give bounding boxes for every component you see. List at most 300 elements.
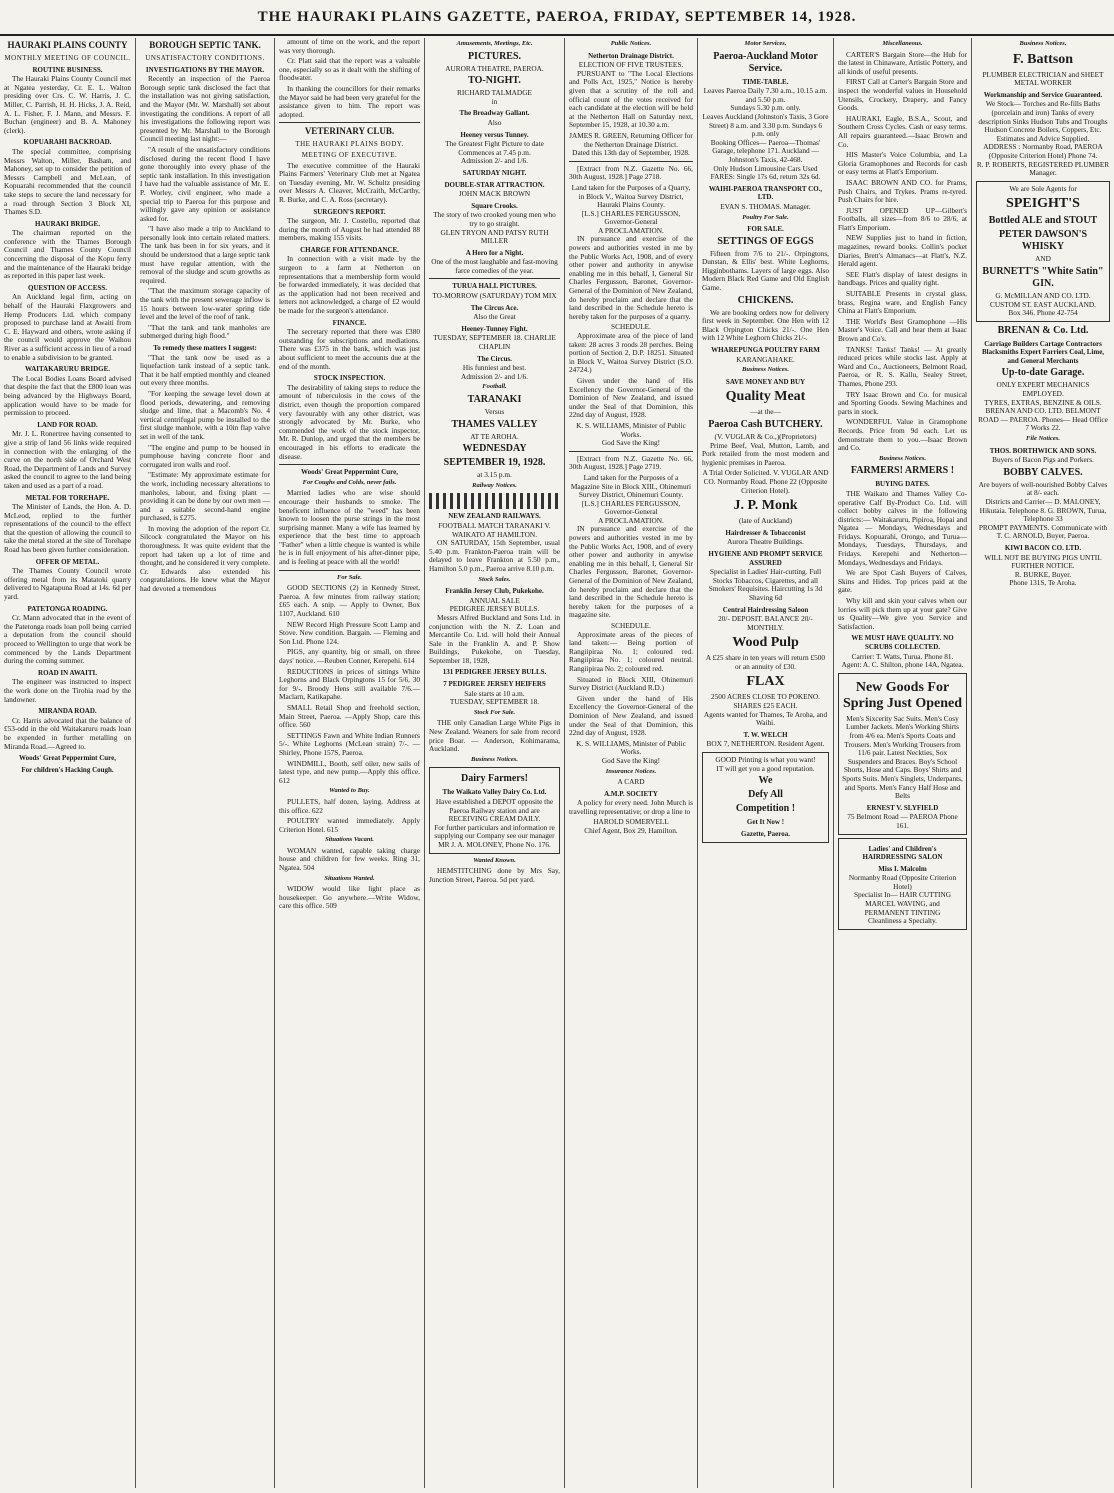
section-heading: FINANCE. [332, 318, 367, 327]
advert-line: Admission 2/- and 1/6. [461, 371, 528, 381]
advert-line: 20/- DEPOSIT. BALANCE 20/- MONTHLY. [718, 614, 813, 632]
advert-line: SHARES £25 EACH. [733, 701, 798, 711]
notice-line: JAMES R. GREEN, Returning Officer for the Netherton Drainage District. [569, 130, 693, 149]
section-label: Business Notices. [1019, 40, 1067, 47]
paragraph: The Thames County Council wrote offering metal from its Matatoki quarry delivered to Ngatapuna Road at 14s. 6d per yard. [4, 566, 131, 602]
divider [279, 122, 420, 123]
classified-ad: HAURAKI, Eagle, B.S.A., Scout, and Southern Cross Cycles. Cash or easy terms. All repairs guaranteed.—Isaac Brown and Co. [838, 113, 967, 149]
advert-line: in [491, 96, 498, 106]
advert-title: BOBBY CALVES. [1003, 466, 1083, 478]
section-label: Stock For Sale. [473, 708, 516, 716]
paragraph: The Local Bodies Loans Board advised that despite the fact that the £800 loan was being advanced by the Highways Board, application would have to be made for permission to proceed. [4, 373, 131, 418]
section-heading: SURGEON'S REPORT. [313, 207, 386, 216]
advert-title: BURNETT'S "White Satin" GIN. [982, 265, 1104, 289]
advert-line: One of the most laughable and fast-moving farce comedies of the year. [431, 257, 558, 275]
hairdressing-advert [838, 838, 967, 930]
advert-title: TURUA HALL PICTURES. [452, 282, 537, 291]
advert-line: RICHARD TALMADGE [457, 88, 532, 98]
advert-line: Phone 131S, Te Aroha. [1009, 578, 1077, 588]
classified-ad: TANKS! Tanks! Tanks! — At greatly reduced prices while stocks last. Apply at Ward and Co., Auctioneers, Belmont Road, Paeroa, or R. S. Kallu, Sealey Street, Thames, Phone 293. [838, 344, 967, 388]
classified-ad: JUST OPENED UP—Gilbert's Footballs, all sizes—from 8/6 to 28/6, at Flatt's Emporium. [838, 205, 967, 232]
classified-ad: REDUCTIONS in prices of sittings White Leghorns and Black Orpingtons 15 for 5/6, 30 for 9/-. Broody Hens still available 7/6.—Maclarn, Katikapahe. [279, 666, 420, 702]
paragraph: Situated in Block XIII, Ohinemuri Survey District (Auckland R.D.) [569, 674, 693, 693]
paragraph: "For keeping the sewage level down at flood periods, dewatering, and removing sludge and lime, that a Macomb's No. 4 vertical centrifugal pump be installed to the first sludge manhole, with a 10in flap valve set in well of the tank. [140, 388, 270, 441]
masthead [0, 0, 1114, 36]
advert-line: Woods' Great Peppermint Cure, [19, 754, 116, 763]
paragraph: Approximate areas of the pieces of land taken:— Being portion of Rangiipiraa No. 1; coloured red. Rangiipiraa No. 1; coloured neutral. Rangiipiraa No. 2; coloured red. [569, 629, 693, 673]
classified-heading: Situations Vacant. [325, 836, 374, 844]
classified-ad: PULLETS, half dozen, laying. Address at this office. 622 [279, 796, 420, 815]
film-title: Square Crooks. [471, 201, 518, 210]
divider [569, 161, 693, 162]
column-business-notices [972, 38, 1114, 1488]
advert-line: Aurora Theatre Buildings. [727, 537, 804, 547]
advert-line: Carrier: T. Watts, Turua. Phone 81. [851, 651, 954, 661]
divider [279, 570, 420, 571]
advert-title: NEW ZEALAND RAILWAYS. [448, 512, 541, 521]
classified-ad: SMALL Retail Shop and freehold section, Main Street, Paeroa. —Apply Shop, care this office. 560 [279, 702, 420, 730]
advert-line: Box 346. Phone 42-754 [1008, 308, 1078, 318]
advert-line: at 3.15 p.m. [477, 470, 512, 480]
advert-line: IT will get you a good reputation. [716, 763, 815, 773]
classified-ad: TRY Isaac Brown and Co. for musical and Sporting Goods. Sewing Machines and parts in stock. [838, 389, 967, 416]
advert-title: New Goods For Spring Just Opened [842, 679, 963, 711]
advert-line: Hairdresser & Tobacconist [725, 528, 806, 537]
paragraph: "A result of the unsatisfactory conditions disclosed during the recent flood I have gone thoroughly into every phase of the septic tank installation. In this investigation I have had the valuable assistance of Mr. E. P. Worley, civil engineer, who made a special trip to Paeroa for this purpose and willingly gave any opinion or assistance asked for. [140, 144, 270, 223]
classified-ad: WOMAN wanted, capable taking charge house and children for few weeks. Ring 31, Ngatea. 504 [279, 845, 420, 873]
advert-line: BRENAN AND CO. LTD. BELMONT ROAD — PAEROA. Phones— Head Office 7 Works 22. [978, 406, 1108, 433]
notice-heading: A.M.P. SOCIETY [604, 789, 658, 798]
paragraph: The Hauraki Plains County Council met at Ngatea yesterday, Cr. E. L. Walton presiding over Crs. C. W. Harris, J. C. Miller, C. Parrish, H. H. Hicks, J. A. Reid, A. L. Fisher, F. J. Mann, and Messrs. F. Buchan (engineer) and B. A. Mahoney (clerk). [4, 74, 131, 135]
speights-advert [976, 181, 1110, 322]
advert-line: TUESDAY, SEPTEMBER 18. CHARLIE CHAPLIN [433, 333, 556, 352]
section-heading: LAND FOR ROAD. [37, 420, 98, 429]
paragraph: Approximate area of the piece of land taken: 28 acres 3 roods 28 perches. Being portion of Section 2, D.P. 18251. Situated in Block V., Waitoa Survey District (S.O. 24724.) [569, 331, 693, 375]
article-heading: BOROUGH SEPTIC TANK. [149, 40, 261, 50]
paragraph: "I have also made a trip to Auckland to personally look into certain related matters. The tank has been in for six years, and it should be understood that a large septic tank must have regular attention, with the removal of the sludge and scum growths as required. [140, 224, 270, 285]
advert-line: GOOD Printing is what you want! [715, 755, 816, 765]
section-heading: MIRANDA ROAD. [38, 707, 97, 716]
printing-advert [702, 752, 829, 843]
advert-line: Carriage Builders Cartage Contractors Blacksmiths Expert Farriers Coal, Lime, and General Merchants [981, 339, 1105, 365]
paragraph: A policy for every need. John Murch is travelling representative; or drop a line to [569, 798, 693, 816]
classified-ad: PIGS, any quantity, big or small, on three days' notice. —Reuben Conner, Kerepehi. 614 [279, 647, 420, 665]
train-illustration [429, 493, 560, 509]
paragraph: We are Spot Cash Buyers of Calves, Skins and Hides. Top prices paid at the gate. [838, 568, 967, 595]
section-label: File Notices. [1026, 435, 1060, 443]
column-miscellaneous [834, 38, 971, 1488]
film-title: Heeney-Tunney Fight. [461, 324, 528, 333]
advert-line: PEDIGREE JERSEY BULLS. [449, 604, 540, 614]
classified-heading: Situations Wanted. [324, 874, 375, 882]
section-heading: To remedy these matters I suggest: [153, 344, 257, 352]
paragraph: ON SATURDAY, 15th September, usual 5.40 p.m. Frankton-Paeroa train will be delayed to leave Frankton at 5.50 p.m., Hamilton 5.0 p.m., Paeroa arrive 8.10 p.m. [429, 538, 560, 573]
advert-title: KIWI BACON CO. LTD. [1004, 543, 1082, 552]
article-subheading: MEETING OF EXECUTIVE. [301, 150, 398, 159]
advert-line: G. McMILLAN AND CO. LTD. [995, 290, 1091, 300]
advert-line: R. BURKE, Buyer. [1014, 569, 1072, 579]
section-heading: ROAD IN AWAITI. [38, 668, 97, 677]
advert-line: TUESDAY, SEPTEMBER 18. [449, 697, 540, 707]
advert-line: FARES: Single 17s 6d, return 32s 6d. [710, 172, 821, 182]
section-heading: OFFER OF METAL. [35, 557, 100, 566]
divider [429, 278, 560, 279]
paragraph: "That the tank and tank manholes are submerged during high flood." [140, 322, 270, 341]
classified-ad: ISAAC BROWN AND CO. for Prams, Push Chairs, and Trykes. Prams re-tyred. Push Chairs for hire. [838, 177, 967, 205]
advert-title: FLAX [746, 674, 785, 690]
paragraph: Married ladies who are wise should encourage their husbands to smoke. The beneficent influence of the "weed" has been known to loosen the purse strings in the most surprising manner. Many a wife has learned by experience that the best time to approach "Father" when a little cheque is wanted is while he is in full enjoyment of his after-dinner pipe, and is feeling at peace with all the world! [279, 488, 420, 567]
paragraph: IN pursuance and exercise of the powers and authorities vested in me by the Public Works Act, 1908, and of every other power and authority in anywise enabling me in this behalf, I, General Sir Charles Fergusson, Baronet, Governor-General of the Dominion of New Zealand, do hereby proclaim and declare that the land described in the Schedule hereto is hereby taken for the purposes of a magazine site. [569, 524, 693, 620]
section-label: Public Notices. [610, 40, 652, 47]
advert-title: Defy All [748, 789, 783, 801]
advert-line: 2500 ACRES CLOSE TO POKENO. [711, 692, 820, 702]
advert-line: The Waikato Valley Dairy Co. Ltd. [442, 788, 547, 797]
section-heading: STOCK INSPECTION. [313, 374, 386, 383]
advert-line: WAIHI-PAEROA TRANSPORT CO., LTD. [708, 184, 823, 202]
advert-line: The story of two crooked young men who try to go straight. [433, 210, 556, 228]
classified-ad: HEMSTITCHING done by Mrs Say, Junction Street, Paeroa. 5d per yard. [429, 866, 560, 884]
advert-title: Up-to-date Garage. [1001, 367, 1085, 379]
advert-title: CHICKENS. [737, 294, 794, 306]
classified-ad: WONDERFUL Value in Gramophone Records. Price from 9d each. Let us demonstrate them to you.—Isaac Brown and Co. [838, 417, 967, 453]
advert-line: Get It Now ! [746, 818, 785, 827]
paragraph: In thanking the councillors for their remarks the Mayor said he had been very grateful for the assistance given to him. The report was adopted. [279, 83, 420, 119]
paragraph: [Extract from N.Z. Gazette No. 66, 30th August, 1928.] Page 2718. [569, 163, 693, 182]
paragraph: Given under the hand of His Excellency the Governor-General of the Dominion of New Zealand, and issued under the Seal of that Dominion, this 22nd day of August, 1928. [569, 375, 693, 420]
advert-line: SATURDAY NIGHT. [462, 168, 527, 177]
advert-line: Buyers of Bacon Pigs and Porkers. [992, 455, 1094, 465]
section-label: Miscellaneous. [882, 40, 923, 47]
article-subheading: UNSATISFACTORY CONDITIONS. [145, 54, 265, 62]
advert-line: Workmanship and Service Guaranteed. [983, 90, 1103, 99]
paragraph: Cr. Mann advocated that in the event of the Patetonga roads loan poll being carried a deputation from the council should proceed to Wellington to urge that work be commenced by the Lands Department during the coming summer. [4, 613, 131, 666]
advert-line: Leaves Paeroa Daily 7.30 a.m., 10.15 a.m. and 5.50 p.m. [703, 86, 828, 104]
article-subheading: MONTHLY MEETING OF COUNCIL. [4, 54, 131, 62]
notice-line: A CARD [617, 777, 645, 787]
team-name: TARANAKI [467, 394, 522, 405]
advert-line: WE MUST HAVE QUALITY. NO SCRUBS COLLECTED. [851, 634, 954, 651]
advert-line: KARANGAHAKE. [736, 354, 795, 364]
notice-line: K. S. WILLIAMS, Minister of Public Works. [576, 420, 686, 439]
film-title: The Broadway Gallant. [459, 109, 530, 118]
dairy-advert [429, 767, 560, 853]
section-label: Wanted Known. [473, 856, 516, 864]
article-subheading: THE HAURAKI PLAINS BODY. [295, 140, 404, 149]
paragraph: "Estimate: My approximate estimate for the work, including necessary alterations to manholes, labour, and fixing plant — providing it can be done by our own men — and a suitable second-hand engine purchased, is £275. [140, 470, 270, 523]
advert-line: GLEN TRYON AND PATSY RUTH MILLER [440, 227, 549, 246]
team-name: THAMES VALLEY [451, 418, 538, 430]
advert-line: ANNUAL SALE [469, 595, 520, 605]
advert-line: TO-MORROW (SATURDAY) TOM MIX [432, 291, 557, 301]
notice-line: God Save the King! [601, 755, 661, 765]
paragraph: "That the tank now be used as a liquefaction tank instead of a septic tank. That it be half emptied monthly and cleaned out every three months. [140, 352, 270, 388]
section-heading: INVESTIGATIONS BY THE MAYOR. [145, 65, 265, 74]
advert-line: AT TE AROHA. [470, 431, 519, 441]
advert-line: ONLY EXPERT MECHANICS EMPLOYED. [996, 380, 1090, 399]
advert-line: Also the Great [473, 312, 516, 322]
paragraph: The secretary reported that there was £380 outstanding for subscriptions and mediations. There was £375 in the bank, which was just about sufficient to meet the accounts due at the end of the month. [279, 327, 420, 371]
section-label: Poultry For Sale. [742, 213, 789, 221]
classified-ad: CARTER'S Bargain Store—the Hub for the latest in Chinaware, Artistic Pottery, and all kinds of useful presents. [838, 49, 967, 76]
advert-line: FOOTBALL MATCH TARANAKI V. WAIKATO AT HAMILTON. [438, 520, 551, 539]
advert-title: F. Battson [1012, 51, 1074, 67]
advert-line: Agents wanted for Thames, Te Aroha, and Waihi. [703, 709, 828, 728]
advert-line: For children's Hacking Cough. [21, 765, 114, 774]
advert-line: Normanby Road (Opposite Criterion Hotel) [848, 873, 957, 891]
section-label: Insurance Notices. [605, 767, 657, 775]
advert-line: We are Sole Agents for [1009, 183, 1077, 193]
advert-line: MR J. A. MOLONEY, Phone No. 176. [438, 839, 551, 849]
advert-line: For further particulars and information re supplying our Company see our manager [434, 822, 555, 841]
advert-line: Ladies' and Children's HAIRDRESSING SALON [862, 844, 943, 862]
advert-line: TO-NIGHT. [468, 75, 521, 87]
advert-title: Bottled ALE and STOUT [988, 215, 1098, 227]
spring-goods-advert [838, 673, 967, 835]
advert-line: ERNEST V. SLYFIELD [866, 803, 939, 812]
notice-line: K. S. WILLIAMS, Minister of Public Works. [576, 738, 686, 757]
film-title: The Circus. [477, 354, 512, 363]
notice-line: Chief Agent, Box 29, Hamilton. [584, 826, 678, 836]
advert-line: JOHN MACK BROWN [458, 189, 531, 199]
section-label: Stock Sales. [478, 575, 511, 583]
advert-line: Only Hudson Limousine Cars Used [713, 163, 818, 173]
paragraph: The desirability of taking steps to reduce the amount of tuberculosis in the cows of the district, even though the proportion compared very favourably with any other district, was strongly advocated by Mr. Burke, who commended the work of the stock inspector, Mr. R. Dunlop, and urged that the members be encouraged in his efforts to eradicate the disease. [279, 382, 420, 461]
article-heading: VETERINARY CLUB. [304, 126, 395, 137]
paragraph: We are booking orders now for delivery first week in September. One Hen with 12 Black Orpington Chicks 21/-. One Hen with 12 White Leghorn Chicks 21/-. [702, 307, 829, 343]
advert-line: —at the— [750, 407, 781, 417]
notice-line: A PROCLAMATION. [598, 515, 664, 525]
advert-line: CUSTOM ST. EAST AUCKLAND. [989, 299, 1097, 309]
section-label: Amusements, Meetings, Etc. [456, 40, 533, 47]
paragraph: The special committee, comprising Messrs Walton, Miller, Basham, and Mahoney, set up to consider the petition of Messrs Campbell and McLean, of Kopuarahi recommended that the council take steps to secure the land necessary for a road through Section 3 Block XI, Thames S.D. [4, 146, 131, 217]
advert-line: SEPTEMBER 19, 1928. [443, 457, 546, 469]
advert-line: SAVE MONEY AND BUY [725, 377, 806, 386]
paragraph: Fifteen from 7/6 to 21/-. Orpingtons, Dunstan, & Ellis' best. White Leghorns, Higginbothams. Layers of large eggs. Also Modern Black Red Game and Old English Game. [702, 248, 829, 293]
advert-subtitle: For Coughs and Colds, never fails. [302, 478, 397, 486]
article-heading: HAURAKI PLAINS COUNTY [7, 40, 128, 50]
section-heading: ROUTINE BUSINESS. [32, 65, 103, 74]
advert-line: AND [1035, 254, 1051, 264]
advert-title: Competition ! [735, 803, 796, 815]
advert-line: BUYING DATES. [875, 480, 930, 489]
advert-line: T. W. WELCH [743, 730, 788, 739]
advert-line: DOUBLE-STAR ATTRACTION. [444, 180, 545, 189]
advert-line: Agent: A. C. Shilton, phone 14A, Ngatea. [841, 660, 964, 670]
advert-title: We [758, 775, 773, 787]
section-heading: PATETONGA ROADING. [27, 604, 108, 613]
column-motor-services [698, 38, 833, 1488]
paragraph: The Minister of Lands, the Hon. A. D. McLeod, replied to the further representations of the council to the effect that the question of allowing the council to take the metal stored at the site of Torehape Road has been given further consideration. [4, 502, 132, 555]
advert-title: SPEIGHT'S [1006, 196, 1080, 212]
section-heading: KOPUARAHI BACKROAD. [23, 138, 112, 147]
column-county-council [0, 38, 135, 1488]
advert-line: A £25 share in ten years will return £500 or an annuity of £30. [705, 653, 826, 671]
advert-line: Leaves Auckland (Johnston's Taxis, 3 Gore Street) 8 a.m. and 3.30 p.m. Sundays 6 p.m. only [702, 111, 829, 139]
paragraph: In connection with a visit made by the surgeon to a farm at Netherton on representations that a membership form would be forwarded immediately, it was decided that as the application had not been received and letters not acknowledged, a charge of £2 would be made for the surgeon's attendance. [279, 254, 420, 316]
advert-line: Have established a DEPOT opposite the Paeroa Railway station and are RECEIVING CREAM DAILY. [435, 797, 554, 824]
advert-line: Sale starts at 10 a.m. [464, 688, 525, 698]
paragraph: PURSUANT to "The Local Elections and Polls Act, 1925," Notice is hereby given that a scrutiny of the roll and official count of the votes received for each candidate at the election will be held at the Netherton Hall on Saturday next, September 15, 1928, at 10.30 a.m. [569, 68, 693, 130]
advert-line: 131 PEDIGREE JERSEY BULLS. [442, 668, 547, 677]
advert-line: Versus [484, 407, 505, 416]
film-title: Heeney versus Tunney. [460, 130, 529, 139]
paragraph: The executive committee of the Hauraki Plains Farmers' Veterinary Club met at Ngatea on Tuesday evening, Mr. W. Schultz presiding over Messrs A. Cleaver, McCraith, McCarthy, R. Burke, and C. A. Ross (secretary). [279, 160, 420, 204]
notice-line: HAROLD SOMERVELL [593, 817, 669, 827]
advert-line: BOX 7, NETHERTON. Resident Agent. [706, 739, 825, 749]
classified-ad: WINDMILL, Booth, self oiler, new sails of latest type, and new pump.—Apply this office. 612 [279, 758, 420, 785]
paragraph: Why kill and skin your calves when our lorries will pick them up at your gate? Give us Quality—We give you Service and Satisfaction. [838, 596, 967, 631]
advert-line: His funniest and best. [462, 363, 527, 373]
paragraph: IN pursuance and exercise of the powers and authorities vested in me by the Public Works Act, 1908, and of every other power and authority in anywise enabling me in this behalf, I, General Sir Charles Fergusson, Baronet, Governor-General of the Dominion of New Zealand, do hereby proclaim and declare that the land described in the Schedule hereto is hereby taken for the purposes of a quarry. [569, 234, 693, 321]
advert-line: Specialist in Ladies' Hair-cutting. Full Stocks Tobaccos, Cigarettes, and all Smokers' Requisites. Haircutting 1s 3d Shaving 6d [708, 567, 823, 602]
notice-line: Dated this 13th day of September, 1928. [572, 148, 690, 158]
advert-line: Gazette, Paeroa. [740, 829, 791, 838]
paragraph: An Auckland legal firm, acting on behalf of the Hauraki Flaxgrowers and Hemp Producers Ltd. which company proposed to purchase land at Awaiti from C. E. Hayward and others, wrote asking if the council would approve the Waihou River as a sufficient access in lieu of a road to enable a subdivision to be granted. [4, 292, 131, 362]
classified-ad: THE World's Best Gramophone —His Master's Voice. Call and hear them at Isaac Brown and Co's. [838, 316, 967, 343]
notice-line: [L.S.] CHARLES FERGUSSON, Governor-General [581, 498, 681, 517]
advert-title: Franklin Jersey Club, Pukekohe. [445, 587, 544, 596]
advert-line: PROMPT PAYMENTS. Communicate with T. C. ARNOLD, Buyer, Paeroa. [978, 522, 1108, 541]
classified-ad: NEW Supplies just to hand in fiction, magazines, reward books. Collin's pocket Diaries, Brett's Almanacs—at Flatt's, N.Z. Herald agent. [838, 233, 967, 269]
advert-title: Dairy Farmers! [461, 773, 528, 785]
section-heading: CHARGE FOR ATTENDANCE. [300, 245, 399, 254]
advert-line: Sundays 5.30 p.m. only. [730, 103, 801, 113]
advert-line: Cleanliness a Specialty. [867, 916, 938, 926]
classified-ad: POULTRY wanted immediately. Apply Criterion Hotel. 615 [279, 816, 420, 834]
paragraph: The surgeon, Mr. J. Costello, reported that during the month of August he had attended 88 members, making 155 visits. [279, 216, 420, 243]
divider [279, 464, 420, 465]
classified-ad: FIRST Call at Carter's Bargain Store and inspect the wonderful values in Household Utensils, Crockery, Drapery, and Fancy Goods. [838, 77, 967, 113]
section-heading: QUESTION OF ACCESS. [28, 283, 107, 292]
notice-line: ELECTION OF FIVE TRUSTEES. [578, 60, 684, 70]
classified-ad: SEE Flatt's display of latest designs in handbags. Prices and quality right. [838, 269, 967, 288]
advert-title: Paeroa Cash BUTCHERY. [708, 419, 823, 430]
advert-title: SETTINGS OF EGGS [717, 235, 814, 247]
advert-title: Paeroa-Auckland Motor Service. [713, 50, 818, 74]
advert-line: EVAN S. THOMAS. Manager. [720, 201, 811, 211]
advert-line: Estimates and Advice Supplied. [996, 133, 1090, 143]
advert-line: Central Hairdressing Saloon [722, 605, 809, 614]
advert-title: BRENAN & Co. Ltd. [997, 324, 1089, 336]
paragraph: amount of time on the work, and the report was very thorough. [279, 38, 420, 55]
advert-line: FOR SALE. [747, 225, 784, 234]
classified-ad: THE only Canadian Large White Pigs in New Zealand. Weaners for sale from record price Boar. — Anderson, Kohimarama, Auckland. [429, 718, 560, 754]
advert-line: Also [487, 117, 502, 127]
advert-line: PLUMBER ELECTRICIAN and SHEET METAL WORKER [982, 69, 1104, 88]
advert-title: Quality Meat [725, 389, 806, 405]
notice-line: Land taken for the Purposes of a Magazine Site in Block XIII., Ohinemuri Survey District, Ohinemuri County. [570, 472, 692, 500]
classified-heading: For Sale. [337, 573, 362, 581]
advert-line: (V. VUGLAR & Co.,)(Proprietors) [714, 432, 817, 441]
masthead-title: THE HAURAKI PLAINS GAZETTE, PAEROA, FRIDAY, SEPTEMBER 14, 1928. [257, 9, 857, 25]
advert-line: 75 Belmont Road — PAEROA Phone 161. [847, 812, 958, 830]
paragraph: The chairman reported on the conference with the Thames Borough Council and Thames County Council concerning the disposal of the Kopu ferry and the maintenance of the Hauraki bridge as reported in this paper last week. [4, 228, 131, 281]
advert-line: WEDNESDAY [462, 443, 527, 455]
classified-ad: HIS Master's Voice Columbia, and La Gloria Gramophones and Records for cash or easy terms at Flatt's Emporium. [838, 150, 967, 177]
advert-line: Specialist In— HAIR CUTTING MARCEL WAVING, and PERMANENT TINTING [853, 890, 952, 917]
advert-title: J. P. Monk [733, 498, 798, 514]
paragraph: Recently an inspection of the Paeroa Borough septic tank disclosed the fact that the installation was not giving satisfaction, and the Mayor (Mr. W. Marshall) set about investigating the conditions. A report of all his investigations the following report was presented by Mr. Marshall to the Borough Council meeting last night:— [140, 74, 270, 144]
paragraph: Given under the hand of His Excellency the Governor-General of the Dominion of New Zealand, and issued under the Seal of that Dominion, this 22nd day of August, 1928. [569, 693, 693, 738]
advert-line: We Stock— Torches and Re-fills Baths (porcelain and iron) Tanks of every description Sinks Hudson Tubs and Troughs Hudson Concrete Boilers, Coppers, Etc. [978, 99, 1108, 135]
advert-title: PICTURES. [467, 50, 522, 62]
film-title: The Circus Ace. [470, 303, 519, 312]
column-septic-tank [136, 38, 274, 1488]
classified-ad: SETTINGS Fawn and White Indian Runners 5/-. White Leghorns (McLean strain) 7/-. —Shirley, Phone 157S, Paeroa. [279, 730, 420, 757]
advert-line: AURORA THEATRE, PAEROA. [445, 63, 544, 73]
advert-line: Booking Offices— Paeroa—Thomas' Garage, telephone 171. Auckland — Johnston's Taxis, 42-468. [710, 137, 821, 164]
classified-ad: WIDOW would like light place as housekeeper. Go anywhere.—Write Widow, care this office. 509 [279, 884, 420, 911]
notice-line: God Save the King! [601, 438, 661, 448]
notice-line: SCHEDULE. [611, 621, 651, 630]
classified-ad: SUITABLE Presents in crystal glass, brass, Regina ware, and English Fancy China at Flatt's Emporium. [838, 289, 967, 316]
film-title: A Hero for a Night. [465, 248, 524, 257]
advert-line: R. P. ROBERTS, REGISTERED PLUMBER Manager. [976, 159, 1110, 178]
section-label: Railway Notices. [472, 481, 517, 489]
column-veterinary-club [275, 38, 424, 1488]
advert-line: (late of Auckland) [738, 516, 793, 526]
advert-line: A Trial Order Solicited. V. VUGLAR AND CO. Normanby Road. Phone 22 (Opposite Criterion Hotel). [702, 468, 829, 495]
advert-title: Miss I. Malcolm [878, 864, 927, 873]
advert-line: WILL NOT BE BUYING PIGS UNTIL FURTHER NOTICE. [984, 552, 1102, 571]
paragraph: Mr. J. L. Ronertree having consented to give a strip of land 56 links wide required in connection with the enlarging of the curve on the north side of Orchard West Road, the Department of Lands and Survey asked the council to agree to the land being taken and used as a part of a road. [4, 429, 131, 490]
paragraph: "The engine and pump to be housed in pumphouse having concrete floor and corrugated iron walls and roof. [140, 442, 270, 469]
notice-heading: Netherton Drainage District. [588, 51, 674, 60]
paragraph: In moving the adoption of the report Cr. Silcock congratulated the Mayor on his thoroughness. It was quite evident that the report had taken up a lot of time and thought, and he considered it very complete. Cr. Edwards also extended his congratulations. He knew what the Mayor had devoted a tremendous [140, 523, 270, 594]
advert-line: Districts and Carrier— D. MALONEY, Hikutaia. Telephone 8. G. BROWN, Turua, Telephone 33 [979, 497, 1107, 524]
advert-title: Wood Pulp [732, 635, 799, 651]
advert-title: PETER DAWSON'S WHISKY [998, 229, 1088, 253]
advert-title: FARMERS! ARMERS ! [850, 465, 955, 477]
advert-title: Woods' Great Peppermint Cure, [301, 468, 398, 477]
notice-line: Land taken for the Purposes of a Quarry, in Block V., Waitoa Survey District, Hauraki Plains County. [571, 182, 691, 210]
paragraph: THE Waikato and Thames Valley Co-operative Calf By-Product Co. Ltd. will collect bobby calves in the following districts:— Waitakaruru, Pipiroa, Hopai and Ngatea — Mondays, Wednesdays and Fridays. Kopuarahi, Orongo, and Turua—Mondays, Tuesdays, Thursdays, and Fridays. Kerepehi and Netherton—Mondays, Wednesdays and Fridays. [838, 488, 967, 567]
section-heading: WAITAKARURU BRIDGE. [24, 365, 111, 374]
advert-line: Are buyers of well-nourished Bobby Calves at 8/- each. [978, 479, 1108, 498]
paragraph: Cr. Platt said that the report was a valuable one, especially so as it dealt with the shifting of floodwater. [279, 56, 420, 83]
section-label: Football. [482, 383, 507, 391]
paragraph: "That the maximum storage capacity of the tank with the present sewerage inflow is 15 hours between low-water spring tide level and the level of the roof of tank. [140, 286, 270, 322]
classified-heading: Wanted to Buy. [329, 787, 370, 795]
notice-line: SCHEDULE. [611, 322, 651, 332]
advert-line: HYGIENE AND PROMPT SERVICE ASSURED [708, 549, 823, 567]
paragraph: Messrs Alfred Buckland and Sons Ltd. in conjunction with the N. Z. Loan and Mercantile Co. Ltd. will hold their Annual Sale in the Franklin A. and P. Show Buildings, Pukekohe, on Tuesday, September 18, 1928, [429, 612, 560, 665]
column-public-notices [565, 38, 697, 1488]
advert-line: TYRES, EXTRAS, BENZINE & OILS. [984, 397, 1102, 407]
divider [569, 451, 693, 452]
advert-line: TIME-TABLE. [742, 77, 789, 86]
advert-line: WHAREPUNGA POULTRY FARM [711, 346, 820, 355]
advert-line: The Greatest Fight Picture to date Commences at 7.45 p.m. [445, 139, 544, 157]
notice-line: A PROCLAMATION. [598, 225, 664, 235]
section-label: Business Notices. [742, 366, 789, 374]
paragraph: The engineer was instructed to inspect the work done on the Tirohia road by the landowner. [4, 677, 131, 704]
advert-line: Men's Sixcerity Sac Suits. Men's Cosy Lumber Jackets. Men's Working Shirts from 4/6 ea. Men's Sports Coats and Trousers. Men's Working Trousers from 11/6 pair. Latest Neckties, Sox Suspenders and Braces. Boy's School Shorts, Hose and Caps. Boys' Shirts and Sports Suits. Men's Singlets, Underpants, and Sports. Men's Fancy Half Hose and Belts [842, 713, 963, 801]
paragraph: Cr. Harris advocated that the balance of £53-odd in the old Waitakaruru roads loan be expended in further metalling on Miranda Road.—Agreed to. [4, 715, 131, 751]
section-label: Business Notices. [471, 755, 518, 763]
paragraph: Prime Beef, Veal, Mutton, Lamb, and Pork retailed from the most modern and hygienic premises in Paeroa. [702, 440, 829, 467]
advert-title: THOS. BORTHWICK AND SONS. [989, 446, 1097, 455]
paragraph: [Extract from N.Z. Gazette No. 66, 30th August, 1928.] Page 2719. [569, 453, 693, 472]
notice-line: [L.S.] CHARLES FERGUSSON, Governor-General [581, 208, 681, 227]
section-label: Motor Services. [744, 40, 787, 47]
column-amusements [425, 38, 564, 1488]
classified-ad: GOOD SECTIONS (2) in Kennedy Street, Paeroa. A few minutes from railway station; £65 each. A snip. — Apply to Owner, Box 1107, Auckland. 610 [279, 583, 420, 619]
advert-line: 7 PEDIGREE JERSEY HEIFERS [443, 680, 546, 689]
section-heading: METAL FOR TOREHAPE. [25, 493, 110, 502]
section-label: Business Notices. [879, 454, 926, 462]
section-heading: HAURAKI BRIDGE. [35, 219, 100, 228]
